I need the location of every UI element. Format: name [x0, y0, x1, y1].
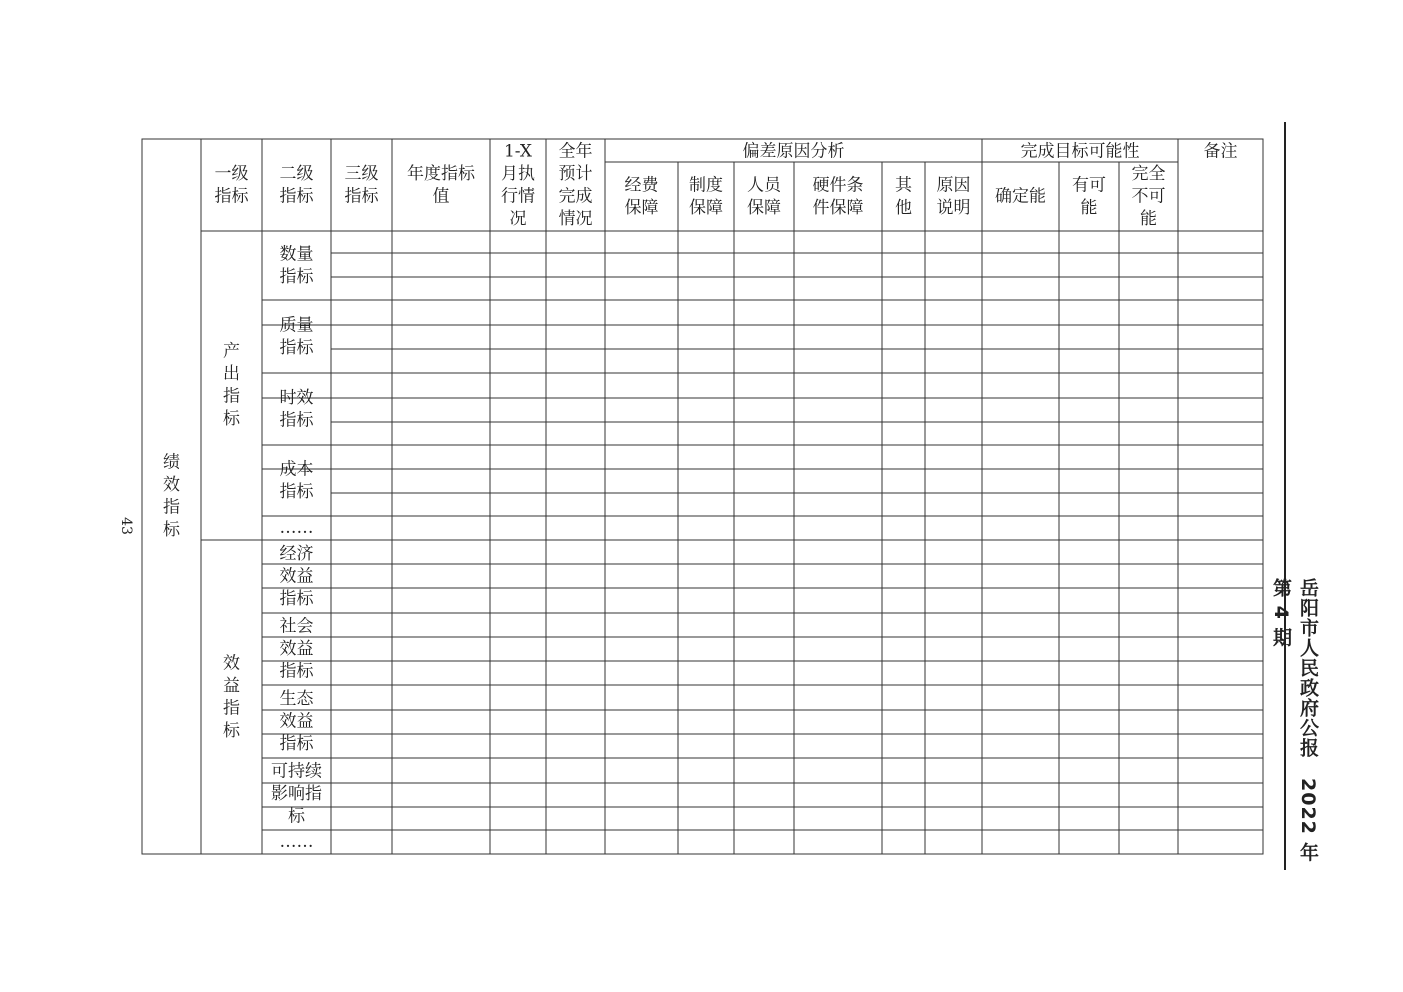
level3-indicator-header: 指标	[344, 186, 379, 207]
output-subindicator-label: 质量	[279, 315, 314, 336]
remarks-header: 备注	[1203, 141, 1238, 162]
other-header: 他	[895, 197, 912, 218]
annual-forecast-header: 预计	[558, 163, 593, 184]
output-indicator-label: 出	[223, 363, 240, 384]
benefit-subindicator-label: 影响指	[271, 784, 322, 804]
benefit-subindicator-label: 效益	[279, 711, 314, 732]
level2-indicator-header: 二级	[279, 163, 314, 184]
personnel-header: 保障	[747, 197, 781, 218]
level1-indicator-header: 一级	[214, 163, 249, 184]
output-subindicator-label: 数量	[279, 244, 314, 265]
execution-status-header: 况	[509, 208, 527, 229]
certain-header: 确定能	[995, 186, 1046, 207]
hardware-header: 件保障	[812, 197, 864, 218]
other-header: 其	[895, 175, 912, 196]
impossible-header: 完全	[1131, 164, 1166, 184]
benefit-indicator-label: 益	[223, 675, 240, 696]
journal-issue: 2022 年第 4 期	[1270, 578, 1319, 863]
personnel-header: 人员	[747, 175, 781, 196]
benefit-subindicator-label: 标	[288, 806, 305, 827]
benefit-subindicator-label: 经济	[279, 544, 314, 564]
benefit-indicator-label: 标	[223, 720, 240, 741]
output-subindicator-label: ……	[279, 518, 314, 538]
benefit-subindicator-label: 可持续	[271, 761, 322, 782]
benefit-subindicator-label: 指标	[279, 734, 314, 754]
reason-header: 原因	[936, 175, 971, 196]
output-indicator-label: 指	[223, 386, 240, 407]
benefit-subindicator-label: ……	[279, 832, 314, 852]
level3-indicator-header: 三级	[344, 163, 379, 184]
output-indicator-label: 标	[223, 408, 240, 429]
output-subindicator-label: 指标	[279, 266, 314, 287]
institution-header: 保障	[689, 197, 723, 218]
output-subindicator-label: 指标	[279, 410, 314, 431]
possible-header: 能	[1080, 197, 1098, 218]
execution-status-header: 1-X	[503, 141, 533, 162]
institution-header: 制度	[689, 175, 723, 196]
benefit-subindicator-label: 指标	[279, 661, 314, 682]
annual-target-header: 值	[432, 186, 450, 207]
annual-forecast-header: 完成	[558, 186, 593, 207]
level1-indicator-header: 指标	[214, 186, 249, 207]
annual-target-header: 年度指标	[407, 163, 475, 184]
output-subindicator-label: 指标	[279, 337, 314, 358]
execution-status-header: 行情	[501, 186, 535, 207]
page-number: 43	[118, 517, 134, 535]
level2-indicator-header: 指标	[279, 186, 314, 207]
output-subindicator-label: 成本	[279, 459, 314, 480]
execution-status-header: 月执	[501, 163, 535, 184]
annual-forecast-header: 全年	[558, 141, 593, 162]
performance-indicator-label: 效	[163, 474, 180, 495]
funding-header: 经费	[624, 175, 659, 196]
output-subindicator-label: 时效	[279, 387, 314, 408]
benefit-subindicator-label: 指标	[279, 589, 314, 609]
benefit-subindicator-label: 社会	[279, 616, 314, 637]
benefit-subindicator-label: 生态	[279, 689, 314, 709]
annual-forecast-header: 情况	[558, 208, 593, 229]
benefit-subindicator-label: 效益	[279, 639, 314, 659]
benefit-indicator-label: 效	[223, 653, 240, 674]
impossible-header: 能	[1140, 209, 1157, 229]
journal-name: 岳阳市人民政府公报	[1297, 578, 1319, 758]
funding-header: 保障	[624, 197, 659, 218]
reason-header: 说明	[936, 197, 971, 218]
output-subindicator-label: 指标	[279, 481, 314, 502]
deviation-analysis-header: 偏差原因分析	[742, 141, 845, 162]
side-rule	[1284, 122, 1286, 870]
hardware-header: 硬件条	[812, 175, 864, 196]
benefit-subindicator-label: 效益	[279, 566, 314, 587]
possible-header: 有可	[1072, 175, 1106, 196]
output-indicator-label: 产	[223, 341, 240, 362]
journal-header	[1270, 578, 1322, 868]
benefit-indicator-label: 指	[223, 698, 240, 719]
performance-indicator-label: 标	[163, 519, 180, 540]
possibility-header: 完成目标可能性	[1020, 141, 1140, 162]
impossible-header: 不可	[1131, 186, 1166, 207]
performance-indicator-label: 指	[163, 497, 180, 518]
performance-indicator-label: 绩	[163, 452, 180, 473]
